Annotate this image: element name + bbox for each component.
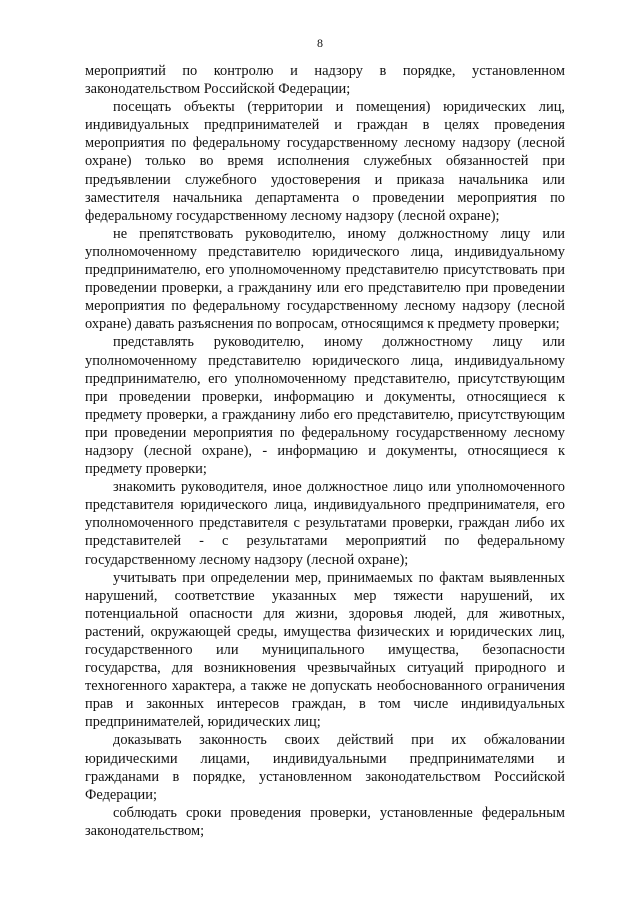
paragraph-provide-information: представлять руководителю, иному должностному лицу или уполномоченному представителю юридического лица, индивидуальному предпринимателю, его уполномоченному представителю, присутствующим при проведении проверки, информацию и документы, относящиеся к предмету проверки, а гражданину либо его представителю, присутствующим при проведении мероприятия по федеральному государственному лесному надзору (лесной охране), - информацию и документы, относящиеся к предмету проверки;	[85, 334, 565, 478]
page-number: 8	[317, 36, 323, 50]
paragraph-consider-measures: учитывать при определении мер, принимаемых по фактам выявленных нарушений, соответствие указанных мер тяжести нарушений, их потенциальной опасности для жизни, здоровья людей, для животных, растений, окружающей среды, имущества физических и юридических лиц, государственного или муниципального имущества, безопасности государства, для возникновения чрезвычайных ситуаций природного и техногенного характера, а также не допускать необоснованного ограничения прав и законных интересов граждан, в том числе индивидуальных предпринимателей, юридических лиц;	[85, 569, 565, 731]
paragraph-acquaint-results: знакомить руководителя, иное должностное лицо или уполномоченного представителя юридического лица, индивидуального предпринимателя, его уполномоченного представителя с результатами проверки, граждан либо их представителей - с результатами мероприятий по федеральному государственному лесному надзору (лесной охране);	[85, 479, 565, 568]
paragraph-visit-objects: посещать объекты (территории и помещения) юридических лиц, индивидуальных предпринимателей и граждан в целях проведения мероприятия по федеральному государственному лесному надзору (лесной охране) только во время исполнения служебных обязанностей при предъявлении служебного удостоверения и приказа начальника или заместителя начальника департамента о проведении мероприятия по федеральному государственному лесному надзору (лесной охране);	[85, 99, 565, 224]
paragraph-not-obstruct: не препятствовать руководителю, иному должностному лицу или уполномоченному представителю юридического лица, индивидуальному предпринимателю, его уполномоченному представителю присутствовать при проведении проверки, а гражданину или его представителю при проведении мероприятия по федеральному государственному лесному надзору (лесной охране) давать разъяснения по вопросам, относящимся к предмету проверки;	[85, 225, 565, 333]
paragraph-observe-deadlines: соблюдать сроки проведения проверки, установленные федеральным законодательством;	[85, 804, 565, 839]
paragraph-prove-legality: доказывать законность своих действий при их обжаловании юридическими лицами, индивидуальными предпринимателями и гражданами в порядке, установленном законодательством Российской Федерации;	[85, 732, 565, 803]
document-body	[85, 62, 565, 840]
paragraph-continuation: мероприятий по контролю и надзору в порядке, установленном законодательством Российской Федерации;	[85, 63, 565, 98]
